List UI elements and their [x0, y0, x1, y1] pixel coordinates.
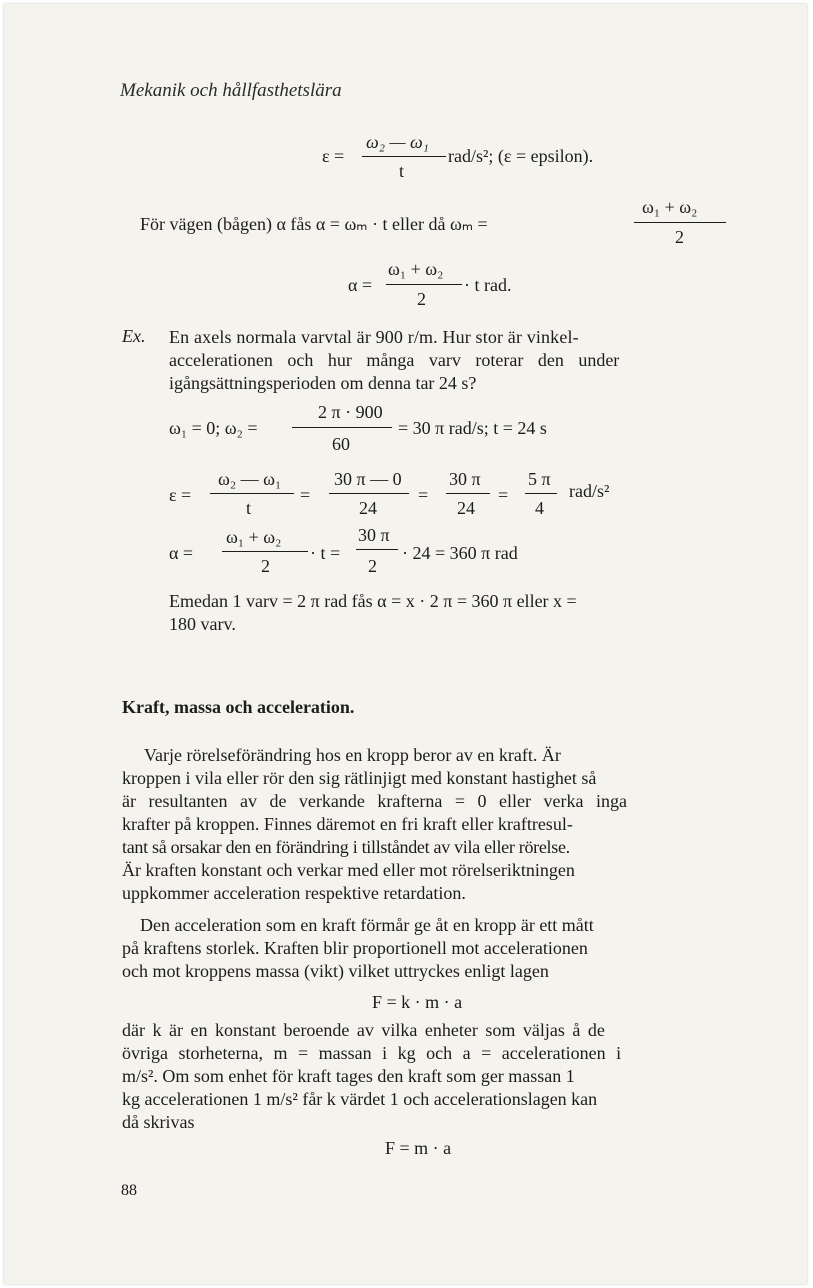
eq-lhs: ε =	[322, 146, 345, 166]
text-line: En axels normala varvtal är 900 r/m. Hur stor är vinkel-	[169, 327, 579, 347]
text-line: tant så orsakar den en förändring i tillståndet av vila eller rörelse.	[122, 837, 570, 857]
paragraph-3	[122, 1019, 746, 1134]
formula-fma: F = m · a	[385, 1138, 452, 1158]
text-line: på kraftens storlek. Kraften blir proportionell mot accelerationen	[122, 938, 588, 958]
text-line: Varje rörelseförändring hos en kropp beror av en kraft. Är	[144, 745, 561, 765]
text-line: accelerationen och hur många varv roterar den under	[169, 350, 620, 370]
arc-denominator: 2	[675, 227, 684, 247]
unit-label: rad/s²	[569, 481, 610, 501]
eq-lhs: α =	[348, 275, 373, 295]
fraction-4-denominator: 4	[535, 498, 544, 518]
formula-fkma: F = k · m · a	[372, 992, 463, 1012]
page-number: 88	[121, 1182, 137, 1199]
fraction-bar	[210, 493, 294, 494]
eq-lhs: ε =	[169, 485, 192, 505]
eq-numerator: 2 π · 900	[318, 402, 383, 422]
text-line: där k är en konstant beroende av vilka enheter som väljas å de	[122, 1020, 605, 1040]
fraction-3-denominator: 24	[457, 498, 475, 518]
fraction-2-numerator: 30 π	[358, 525, 390, 545]
fraction-2-numerator: 30 π — 0	[334, 469, 402, 489]
text-line: uppkommer acceleration respektive retardation.	[122, 883, 466, 903]
text-line: kroppen i vila eller rör den sig rätlinjigt med konstant hastighet så	[122, 768, 597, 788]
book-page	[4, 4, 807, 1284]
eq-rest: · 24 = 360 π rad	[402, 543, 518, 563]
fraction-1-numerator: ω₁ + ω₂	[226, 527, 282, 547]
eq-numerator: ω₁ + ω₂	[388, 259, 444, 279]
eq-lhs: α =	[169, 543, 194, 563]
text-line: då skrivas	[122, 1112, 195, 1132]
example-label: Ex.	[122, 326, 146, 346]
equals-sign: =	[418, 485, 429, 505]
text-line: m/s². Om som enhet för kraft tages den kraft som ger massan 1	[122, 1066, 575, 1086]
fraction-bar	[634, 222, 726, 223]
eq-rest: · t rad.	[464, 275, 512, 295]
fraction-bar	[329, 493, 409, 494]
fraction-bar	[386, 284, 462, 285]
text-line: är resultanten av de verkande krafterna = 0 eller verka inga	[122, 791, 627, 811]
emedan-text	[169, 590, 746, 636]
running-header: Mekanik och hållfasthetslära	[120, 80, 342, 101]
fraction-2-denominator: 24	[359, 498, 377, 518]
fraction-1-numerator: ω₂ — ω₁	[218, 469, 282, 489]
text-line: övriga storheterna, m = massan i kg och a = accelerationen i	[122, 1043, 622, 1063]
text-line: Är kraften konstant och verkar med eller mot rörelseriktningen	[122, 860, 575, 880]
text-line: igångsättningsperioden om denna tar 24 s?	[169, 373, 477, 393]
fraction-1-denominator: t	[246, 498, 252, 518]
fraction-1-denominator: 2	[261, 556, 270, 576]
text-line: Den acceleration som en kraft förmår ge åt en kropp är ett mått	[140, 915, 594, 935]
text-line: och mot kroppens massa (vikt) vilket uttryckes enligt lagen	[122, 961, 549, 981]
fraction-bar	[446, 493, 490, 494]
text-line: 180 varv.	[169, 614, 236, 634]
text-line: Emedan 1 varv = 2 π rad fås α = x · 2 π = 360 π eller x =	[169, 591, 577, 611]
arc-text: För vägen (bågen) α fås α = ωₘ · t eller då ωₘ =	[140, 214, 488, 234]
fraction-bar	[525, 493, 557, 494]
section-heading: Kraft, massa och acceleration.	[122, 697, 355, 717]
text-line: krafter på kroppen. Finnes däremot en fri kraft eller kraftresul-	[122, 814, 573, 834]
fraction-bar	[356, 549, 398, 550]
equals-sign: =	[498, 485, 509, 505]
eq-mid: · t =	[310, 543, 341, 563]
equals-sign: =	[300, 485, 311, 505]
example-text	[169, 326, 746, 395]
eq-denominator: t	[399, 161, 405, 181]
fraction-2-denominator: 2	[368, 556, 377, 576]
eq-lhs: ω₁ = 0; ω₂ =	[169, 418, 258, 438]
arc-numerator: ω₁ + ω₂	[642, 197, 698, 217]
fraction-bar	[362, 156, 446, 157]
paragraph-2	[122, 914, 746, 983]
eq-numerator: ω₂ — ω₁	[366, 132, 429, 152]
eq-rest: = 30 π rad/s; t = 24 s	[398, 418, 547, 438]
fraction-bar	[292, 427, 392, 428]
eq-denominator: 60	[332, 434, 350, 454]
paragraph-1	[122, 744, 746, 905]
eq-denominator: 2	[417, 289, 426, 309]
fraction-3-numerator: 30 π	[449, 469, 481, 489]
eq-rest: rad/s²; (ε = epsilon).	[448, 146, 594, 166]
fraction-bar	[222, 551, 308, 552]
text-line: kg accelerationen 1 m/s² får k värdet 1 och accelerationslagen kan	[122, 1089, 598, 1109]
fraction-4-numerator: 5 π	[528, 469, 551, 489]
